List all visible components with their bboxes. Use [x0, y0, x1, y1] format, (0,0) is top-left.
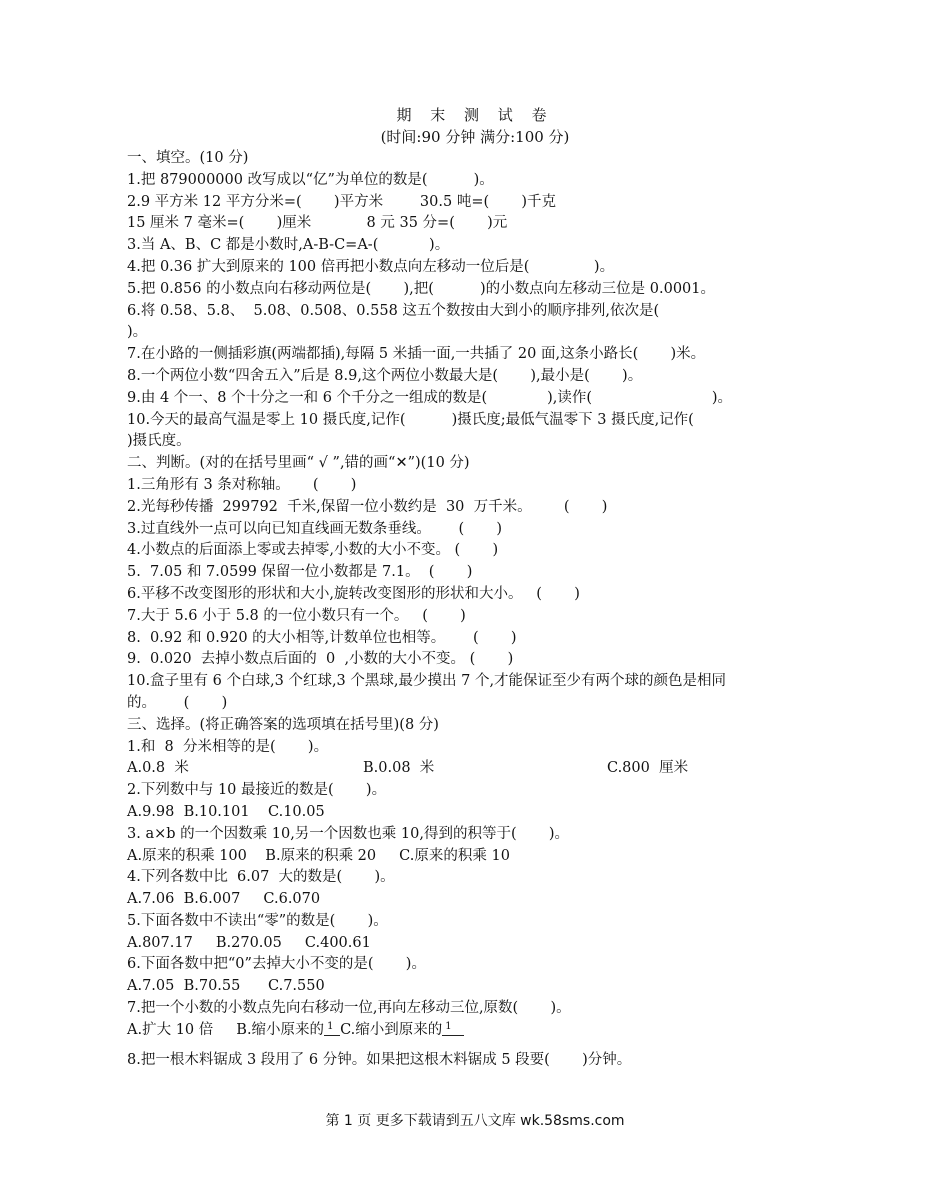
judge-question-6: 6.平移不改变图形的形状和大小,旋转改变图形的形状和大小。 ( ): [127, 585, 580, 602]
judge-question-9: 9. 0.020 去掉小数点后面的 0 ,小数的大小不变。 ( ): [127, 651, 514, 668]
fill-question-10a: 10.今天的最高气温是零上 10 摄氏度,记作( )摄氏度;最低气温零下 3 摄氏度,记作(: [127, 411, 694, 428]
title-block: [0, 104, 950, 148]
page-title: 期 末 测 试 卷: [396, 106, 554, 124]
choice-options-3: A.原来的积乘 100 B.原来的积乘 20 C.原来的积乘 10: [127, 847, 510, 864]
choice-question-7: 7.把一个小数的小数点先向右移动一位,再向左移动三位,原数( )。: [127, 1000, 571, 1017]
judge-question-2: 2.光每秒传播 299792 千米,保留一位小数约是 30 万千米。 ( ): [127, 498, 608, 515]
fraction-bar: [324, 1035, 340, 1036]
judge-question-8: 8. 0.92 和 0.920 的大小相等,计数单位也相等。 ( ): [127, 629, 517, 646]
choice-7-option-c: C.缩小到原来的: [340, 1021, 443, 1038]
exam-content: [127, 148, 827, 1072]
fill-question-1: 1.把 879000000 改写成以“亿”为单位的数是( )。: [127, 171, 494, 188]
fraction-numerator: 1: [327, 1020, 334, 1032]
fill-question-4: 4.把 0.36 扩大到原来的 100 倍再把小数点向左移动一位后是( )。: [127, 258, 615, 275]
fill-question-6b: )。: [127, 324, 148, 341]
choice-1-option-a: A.0.8 米: [127, 760, 189, 777]
section2-heading: 二、判断。(对的在括号里画“ √ ”,错的画“✕”)(10 分): [127, 455, 470, 472]
fraction-numerator: 1: [445, 1020, 452, 1032]
choice-options-2: A.9.98 B.10.101 C.10.05: [127, 803, 325, 820]
judge-question-4: 4.小数点的后面添上零或去掉零,小数的大小不变。 ( ): [127, 542, 499, 559]
choice-options-1: [127, 758, 827, 780]
judge-question-10a: 10.盒子里有 6 个白球,3 个红球,3 个黑球,最少摸出 7 个,才能保证至少有两个球的颜色是相同: [127, 673, 727, 690]
fill-question-7: 7.在小路的一侧插彩旗(两端都插),每隔 5 米插一面,一共插了 20 面,这条小路长( )米。: [127, 346, 706, 363]
fill-question-9: 9.由 4 个一、8 个十分之一和 6 个千分之一组成的数是( ),读作( )。: [127, 389, 733, 406]
page-subtitle: (时间:90 分钟 满分:100 分): [380, 128, 570, 146]
section3-heading: 三、选择。(将正确答案的选项填在括号里)(8 分): [127, 716, 439, 733]
choice-1-option-b: B.0.08 米: [363, 760, 435, 777]
choice-question-2: 2.下列数中与 10 最接近的数是( )。: [127, 782, 387, 799]
judge-question-10b: 的。 ( ): [127, 694, 228, 711]
choice-question-8: 8.把一根木料锯成 3 段用了 6 分钟。如果把这根木料锯成 5 段要( )分钟。: [127, 1051, 632, 1068]
judge-question-5: 5. 7.05 和 7.0599 保留一位小数都是 7.1。 ( ): [127, 564, 473, 581]
fill-question-2a: 2.9 平方米 12 平方分米=( )平方米 30.5 吨=( )千克: [127, 193, 557, 210]
fraction-bar: [442, 1035, 464, 1036]
choice-1-option-c: C.800 厘米: [607, 760, 689, 777]
fill-question-5: 5.把 0.856 的小数点向右移动两位是( ),把( )的小数点向左移动三位是 0.0001。: [127, 280, 715, 297]
choice-options-7: [127, 1020, 827, 1050]
judge-question-1: 1.三角形有 3 条对称轴。 ( ): [127, 476, 357, 493]
judge-question-7: 7.大于 5.6 小于 5.8 的一位小数只有一个。 ( ): [127, 607, 466, 624]
fill-question-6a: 6.将 0.58、5.8、 5.08、0.508、0.558 这五个数按由大到小的顺序排列,依次是(: [127, 302, 660, 319]
fill-question-10b: )摄氏度。: [127, 433, 191, 450]
choice-question-4: 4.下列各数中比 6.07 大的数是( )。: [127, 869, 395, 886]
fraction-one-hundredth: [442, 1020, 464, 1041]
choice-options-4: A.7.06 B.6.007 C.6.070: [127, 891, 321, 908]
choice-options-5: A.807.17 B.270.05 C.400.61: [127, 934, 371, 951]
choice-question-5: 5.下面各数中不读出“零”的数是( )。: [127, 912, 388, 929]
fill-question-2b: 15 厘米 7 毫米=( )厘米 8 元 35 分=( )元: [127, 215, 508, 232]
page-footer: 第 1 页 更多下载请到五八文库 wk.58sms.com: [325, 1113, 625, 1129]
fill-question-3: 3.当 A、B、C 都是小数时,A-B-C=A-( )。: [127, 237, 450, 254]
choice-question-1: 1.和 8 分米相等的是( )。: [127, 738, 329, 755]
choice-question-3: 3. a×b 的一个因数乘 10,另一个因数也乘 10,得到的积等于( )。: [127, 825, 570, 842]
choice-options-6: A.7.05 B.70.55 C.7.550: [127, 978, 325, 995]
section1-heading: 一、填空。(10 分): [127, 150, 249, 166]
fraction-one-tenth: [324, 1020, 340, 1041]
fill-question-8: 8.一个两位小数“四舍五入”后是 8.9,这个两位小数最大是( ),最小是( )。: [127, 367, 643, 384]
choice-question-6: 6.下面各数中把“0”去掉大小不变的是( )。: [127, 956, 426, 973]
choice-7-option-ab: A.扩大 10 倍 B.缩小原来的: [127, 1021, 325, 1038]
judge-question-3: 3.过直线外一点可以向已知直线画无数条垂线。 ( ): [127, 520, 503, 537]
